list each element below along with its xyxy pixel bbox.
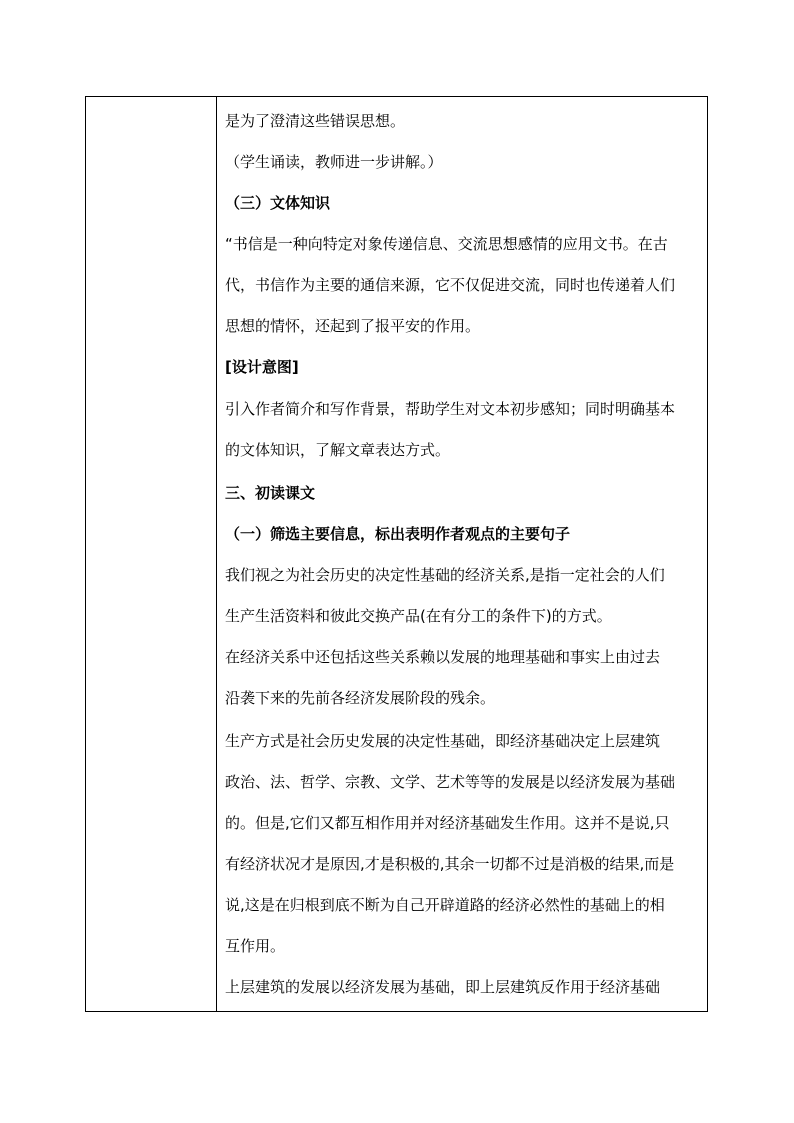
section-heading: （三）文体知识 <box>225 194 331 212</box>
lesson-plan-table <box>85 96 708 1012</box>
text-line: 政治、法、哲学、宗教、文学、艺术等等的发展是以经济发展为基础 <box>225 773 676 791</box>
text-line: 在经济关系中还包括这些关系赖以发展的地理基础和事实上由过去 <box>225 648 661 666</box>
text-line: “书信是一种向特定对象传递信息、交流思想感情的应用文书。在古 <box>225 235 668 253</box>
text-line: 是为了澄清这些错误思想。 <box>225 112 406 130</box>
section-heading: （一）筛选主要信息，标出表明作者观点的主要句子 <box>225 525 571 543</box>
text-line: 生产生活资料和彼此交换产品(在有分工的条件下)的方式。 <box>225 607 612 625</box>
text-line: 我们视之为社会历史的决定性基础的经济关系,是指一定社会的人们 <box>225 566 665 584</box>
text-line: 互作用。 <box>225 937 286 955</box>
text-line: 的文体知识，了解文章表达方式。 <box>225 441 451 459</box>
text-line: 沿袭下来的先前各经济发展阶段的残余。 <box>225 689 496 707</box>
text-line: 上层建筑的发展以经济发展为基础，即上层建筑反作用于经济基础 <box>225 978 661 996</box>
right-column-cell <box>217 97 707 1011</box>
text-line: 说,这是在归根到底不断为自己开辟道路的经济必然性的基础上的相 <box>225 896 665 914</box>
text-line: 引入作者简介和写作背景，帮助学生对文本初步感知；同时明确基本 <box>225 400 676 418</box>
left-column-cell <box>86 97 217 1011</box>
text-line: 生产方式是社会历史发展的决定性基础，即经济基础决定上层建筑 <box>225 732 661 750</box>
section-heading: 三、初读课文 <box>225 484 316 502</box>
section-heading: [设计意图] <box>225 358 299 376</box>
text-line: 有经济状况才是原因,才是积极的,其余一切都不过是消极的结果,而是 <box>225 855 675 873</box>
text-line: 代，书信作为主要的通信来源，它不仅促进交流，同时也传递着人们 <box>225 276 676 294</box>
text-line: 的。但是,它们又都互相作用并对经济基础发生作用。这并不是说,只 <box>225 814 670 832</box>
text-line: （学生诵读，教师进一步讲解。） <box>225 153 443 171</box>
text-line: 思想的情怀，还起到了报平安的作用。 <box>225 317 481 335</box>
